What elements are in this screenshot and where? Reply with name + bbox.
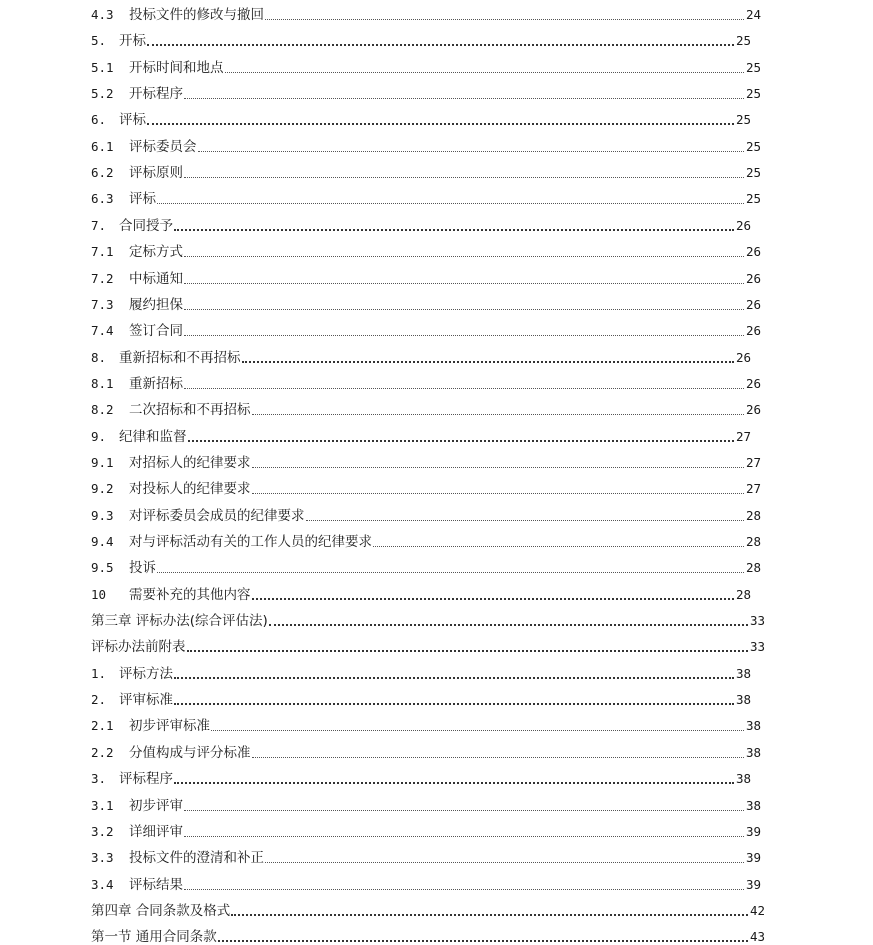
toc-entry[interactable] xyxy=(91,767,751,787)
toc-leader-dots xyxy=(252,598,734,600)
toc-entry-page: 25 xyxy=(745,165,761,181)
toc-entry[interactable] xyxy=(91,56,761,76)
toc-leader-dots xyxy=(184,836,744,837)
toc-entry-number: 8.1 xyxy=(91,375,114,391)
toc-entry-page: 26 xyxy=(745,244,761,260)
toc-entry[interactable] xyxy=(91,635,765,655)
toc-entry-title: 投标文件的澄清和补正 xyxy=(129,850,264,867)
toc-leader-dots xyxy=(184,256,744,257)
toc-leader-dots xyxy=(174,229,734,231)
toc-entry[interactable] xyxy=(91,820,761,840)
toc-entry[interactable] xyxy=(91,398,761,418)
toc-entry[interactable] xyxy=(91,846,761,866)
toc-leader-dots xyxy=(184,810,744,811)
toc-entry-number: 9.1 xyxy=(91,454,114,470)
toc-entry-title: 履约担保 xyxy=(129,296,183,313)
toc-entry-title: 重新招标和不再招标 xyxy=(119,349,241,366)
toc-entry-page: 25 xyxy=(745,86,761,102)
toc-entry[interactable] xyxy=(91,135,761,155)
toc-entry[interactable] xyxy=(91,240,761,260)
toc-entry-number: 7.3 xyxy=(91,296,114,312)
toc-entry-number: 7.4 xyxy=(91,323,114,339)
toc-entry-page: 38 xyxy=(735,692,751,708)
toc-entry-title: 第三章 评标办法(综合评估法) xyxy=(91,613,268,630)
toc-entry-title: 评标委员会 xyxy=(129,138,197,155)
toc-entry-title: 定标方式 xyxy=(129,244,183,261)
toc-entry-page: 27 xyxy=(745,454,761,470)
toc-entry-page: 25 xyxy=(735,33,751,49)
toc-entry-number: 5.1 xyxy=(91,59,114,75)
toc-leader-dots xyxy=(147,44,734,46)
toc-entry-page: 24 xyxy=(745,7,761,22)
toc-entry[interactable] xyxy=(91,873,761,893)
toc-entry[interactable] xyxy=(91,688,751,708)
toc-entry-page: 26 xyxy=(745,402,761,418)
toc-entry-number: 2. xyxy=(91,692,107,708)
toc-entry-number: 2.2 xyxy=(91,744,114,760)
toc-entry[interactable] xyxy=(91,477,761,497)
toc-entry-number: 9.4 xyxy=(91,534,114,549)
toc-entry-page: 26 xyxy=(745,375,761,391)
toc-entry-title: 对与评标活动有关的工作人员的纪律要求 xyxy=(129,534,372,550)
toc-entry[interactable] xyxy=(91,609,765,629)
toc-entry[interactable] xyxy=(91,267,761,287)
toc-entry-page: 42 xyxy=(749,902,765,918)
toc-entry-number: 10 xyxy=(91,586,107,602)
toc-entry[interactable] xyxy=(91,714,761,734)
toc-entry-number: 3.2 xyxy=(91,823,114,839)
toc-entry-title: 二次招标和不再招标 xyxy=(129,402,251,419)
toc-entry-title: 纪律和监督 xyxy=(119,428,187,445)
toc-leader-dots xyxy=(147,123,734,125)
toc-entry[interactable] xyxy=(91,214,751,234)
toc-leader-dots xyxy=(157,572,744,573)
toc-entry-title: 需要补充的其他内容 xyxy=(129,586,251,603)
toc-entry-title: 签订合同 xyxy=(129,323,183,340)
toc-entry-number: 5. xyxy=(91,33,107,49)
toc-leader-dots xyxy=(187,650,748,652)
toc-entry[interactable] xyxy=(91,108,751,128)
toc-entry-number: 3.3 xyxy=(91,850,114,866)
toc-entry-title: 重新招标 xyxy=(129,375,183,392)
toc-leader-dots xyxy=(198,151,744,152)
toc-leader-dots xyxy=(184,335,744,336)
toc-entry-title: 详细评审 xyxy=(129,823,183,840)
toc-entry-number: 5.2 xyxy=(91,86,114,102)
toc-entry-title: 投标文件的修改与撤回 xyxy=(129,7,264,23)
toc-leader-dots xyxy=(265,862,744,863)
toc-leader-dots xyxy=(252,493,744,494)
toc-leader-dots xyxy=(231,914,748,916)
toc-entry-number: 2.1 xyxy=(91,718,114,734)
toc-leader-dots xyxy=(211,730,744,731)
toc-entry-number: 3.4 xyxy=(91,876,114,892)
toc-entry-number: 6. xyxy=(91,112,107,128)
toc-leader-dots xyxy=(252,467,744,468)
toc-entry-number: 9.2 xyxy=(91,481,114,497)
toc-entry[interactable] xyxy=(91,794,761,814)
toc-leader-dots xyxy=(188,440,734,442)
toc-entry-number: 3. xyxy=(91,771,107,787)
toc-entry[interactable] xyxy=(91,741,761,761)
toc-leader-dots xyxy=(174,703,734,705)
toc-entry-page: 38 xyxy=(735,771,751,787)
toc-leader-dots xyxy=(184,177,744,178)
toc-leader-dots xyxy=(184,283,744,284)
toc-leader-dots xyxy=(174,677,734,679)
toc-entry-page: 26 xyxy=(745,323,761,339)
toc-leader-dots xyxy=(252,414,744,415)
toc-entry-page: 38 xyxy=(745,718,761,734)
toc-leader-dots xyxy=(373,546,744,547)
toc-entry-number: 6.3 xyxy=(91,191,114,207)
toc-entry[interactable] xyxy=(91,451,761,471)
toc-entry-number: 9. xyxy=(91,428,107,444)
toc-leader-dots xyxy=(242,361,734,363)
toc-entry-page: 39 xyxy=(745,823,761,839)
toc-entry[interactable] xyxy=(91,504,761,524)
toc-entry-page: 38 xyxy=(745,797,761,813)
toc-entry[interactable] xyxy=(91,29,751,49)
toc-entry-title: 投诉 xyxy=(129,560,156,577)
toc-entry-page: 39 xyxy=(745,876,761,892)
toc-entry[interactable] xyxy=(91,82,761,102)
toc-entry[interactable] xyxy=(91,530,761,550)
toc-entry-page: 43 xyxy=(749,929,765,945)
toc-leader-dots xyxy=(174,782,734,784)
toc-entry-title: 评审标准 xyxy=(119,692,173,709)
toc-entry-number: 7.2 xyxy=(91,270,114,286)
toc-leader-dots xyxy=(184,98,744,99)
toc-entry-title: 初步评审标准 xyxy=(129,718,210,735)
toc-entry-title: 初步评审 xyxy=(129,797,183,814)
toc-leader-dots xyxy=(252,757,744,758)
toc-entry-title: 开标程序 xyxy=(129,86,183,103)
toc-entry[interactable] xyxy=(91,187,761,207)
toc-entry-title: 评标结果 xyxy=(129,876,183,893)
toc-entry-page: 33 xyxy=(749,639,765,655)
toc-entry-page: 26 xyxy=(745,270,761,286)
toc-leader-dots xyxy=(184,889,744,890)
toc-entry-page: 28 xyxy=(745,560,761,576)
toc-entry[interactable] xyxy=(91,293,761,313)
toc-leader-dots xyxy=(184,388,744,389)
toc-entry-page: 33 xyxy=(749,613,765,629)
toc-entry-page: 39 xyxy=(745,850,761,866)
toc-entry-number: 6.2 xyxy=(91,165,114,181)
toc-entry-page: 38 xyxy=(745,744,761,760)
toc-entry-title: 评标程序 xyxy=(119,771,173,788)
toc-entry[interactable] xyxy=(91,662,751,682)
toc-entry-number: 1. xyxy=(91,665,107,681)
toc-entry-title: 第四章 合同条款及格式 xyxy=(91,902,231,919)
toc-entry-page: 28 xyxy=(745,534,761,549)
toc-leader-dots xyxy=(269,624,748,626)
toc-entry[interactable] xyxy=(91,899,765,919)
toc-leader-dots xyxy=(184,309,744,310)
toc-leader-dots xyxy=(157,203,744,204)
toc-entry-page: 25 xyxy=(745,59,761,75)
toc-leader-dots xyxy=(306,520,744,521)
toc-entry-page: 25 xyxy=(745,191,761,207)
toc-entry-number: 3.1 xyxy=(91,797,114,813)
toc-entry-number: 9.3 xyxy=(91,507,114,523)
toc-entry-title: 对评标委员会成员的纪律要求 xyxy=(129,507,305,524)
toc-entry-title: 第一节 通用合同条款 xyxy=(91,929,217,945)
toc-entry-page: 27 xyxy=(745,481,761,497)
toc-leader-dots xyxy=(225,72,744,73)
toc-entry[interactable] xyxy=(91,372,761,392)
toc-entry[interactable] xyxy=(91,161,761,181)
toc-entry-title: 对招标人的纪律要求 xyxy=(129,454,251,471)
toc-entry[interactable] xyxy=(91,3,761,23)
toc-entry[interactable] xyxy=(91,319,761,339)
toc-entry-number: 7. xyxy=(91,217,107,233)
toc-entry-title: 分值构成与评分标准 xyxy=(129,744,251,761)
toc-entry-page: 26 xyxy=(735,349,751,365)
toc-entry-number: 9.5 xyxy=(91,560,114,576)
toc-entry[interactable] xyxy=(91,583,751,603)
toc-entry-number: 7.1 xyxy=(91,244,114,260)
toc-entry-page: 25 xyxy=(735,112,751,128)
toc-entry-title: 评标原则 xyxy=(129,165,183,182)
toc-entry[interactable] xyxy=(91,556,761,576)
toc-entry-page: 26 xyxy=(735,217,751,233)
toc-entry-page: 27 xyxy=(735,428,751,444)
toc-entry-number: 8.2 xyxy=(91,402,114,418)
toc-entry-page: 25 xyxy=(745,138,761,154)
toc-leader-dots xyxy=(265,19,744,20)
toc-entry-title: 评标办法前附表 xyxy=(91,639,186,656)
toc-entry[interactable] xyxy=(91,925,765,945)
toc-entry-title: 中标通知 xyxy=(129,270,183,287)
toc-entry-title: 评标方法 xyxy=(119,665,173,682)
toc-entry-page: 28 xyxy=(745,507,761,523)
toc-entry-number: 6.1 xyxy=(91,138,114,154)
toc-entry-title: 评标 xyxy=(129,191,156,208)
toc-entry[interactable] xyxy=(91,425,751,445)
toc-entry-page: 38 xyxy=(735,665,751,681)
toc-entry-number: 4.3 xyxy=(91,7,114,22)
toc-entry-page: 28 xyxy=(735,586,751,602)
toc-entry[interactable] xyxy=(91,346,751,366)
toc-entry-title: 评标 xyxy=(119,112,146,129)
toc-entry-title: 合同授予 xyxy=(119,217,173,234)
toc-entry-title: 开标 xyxy=(119,33,146,50)
toc-entry-number: 8. xyxy=(91,349,107,365)
toc-entry-page: 26 xyxy=(745,296,761,312)
toc-entry-title: 对投标人的纪律要求 xyxy=(129,481,251,498)
toc-entry-title: 开标时间和地点 xyxy=(129,59,224,76)
